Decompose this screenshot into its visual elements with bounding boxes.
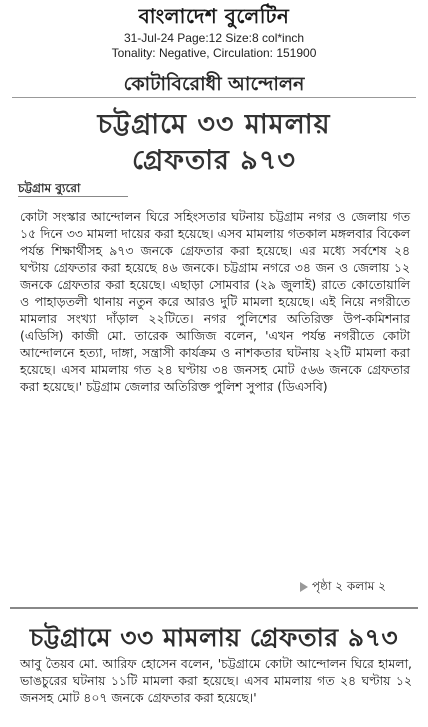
newspaper-masthead: বাংলাদেশ বুলেটিন [138,4,290,28]
byline: চট্টগ্রাম ব্যুরো [18,181,81,195]
headline-line-2: গ্রেফতার ৯৭৩ [132,145,296,176]
byline-underline [18,196,128,197]
headline-line-1: চট্টগ্রামে ৩৩ মামলায় [97,109,331,140]
article-kicker: কোটাবিরোধী আন্দোলন [123,73,305,95]
clip-meta-date-page: 31-Jul-24 Page:12 Size:8 col*inch [123,31,305,45]
continued-note [300,578,386,598]
continued-label: পৃষ্ঠা ২ কলাম ২ [312,579,386,593]
arrow-right-icon [300,582,308,592]
continuation-body: আবু তৈয়ব মো. আরিফ হোসেন বলেন, 'চট্টগ্রামে কোটা আন্দোলন ঘিরে হামলা, ভাঙচুরের ঘটনায় ১১টি মামলা করা হয়েছে। এসব মামলায় গত ২৪ ঘণ্টায় ১২ জনসহ মোট ৪০৭ জনকে গ্রেফতার করা হয়েছে।' [20,656,412,705]
clip-meta-tonality: Tonality: Negative, Circulation: 151900 [111,46,317,60]
continuation-headline: চট্টগ্রামে ৩৩ মামলায় গ্রেফতার ৯৭৩ [29,623,399,652]
section-divider [10,607,418,609]
kicker-divider [12,97,416,98]
article-body-paragraph: কোটা সংস্কার আন্দোলন ঘিরে সহিংসতার ঘটনায় চট্টগ্রাম নগর ও জেলায় গত ১৫ দিনে ৩৩ মামলা দায়ের করা হয়েছে। এসব মামলায় গতকাল মঙ্গলবার বিকেল পর্যন্ত শিক্ষার্থীসহ ৯৭৩ জনকে গ্রেফতার করা হয়েছে। এর মধ্যে সর্বশেষ ২৪ ঘণ্টায় গ্রেফতার করা হয়েছে ৪৬ জনকে। চট্টগ্রাম নগরে ৩৪ জন ও জেলায় ১২ জনকে গ্রেফতার করা হয়েছে। এছাড়া সোমবার (২৯ জুলাই) রাতে কোতোয়ালি ও পাহাড়তলী থানায় নতুন করে আরও দুটি মামলা হয়েছে। এই নিয়ে নগরীতে মামলার সংখ্যা দাঁড়াল ২২টিতে। নগর পুলিশের অতিরিক্ত উপ-কমিশনার (এডিসি) কাজী মো. তারেক আজিজ বলেন, 'এখন পর্যন্ত নগরীতে কোটা আন্দোলনে হত্যা, দাঙ্গা, সন্ত্রাসী কার্যক্রম ও নাশকতার ঘটনায় ২২টি মামলা করা হয়েছে। এসব মামলায় গত ২৪ ঘণ্টায় ৩৪ জনসহ মোট ৫৬৬ জনকে গ্রেফতার করা হয়েছে।' চট্টগ্রাম জেলার অতিরিক্ত পুলিশ সুপার (ডিএসবি) [20,209,410,394]
article-body [20,208,410,395]
